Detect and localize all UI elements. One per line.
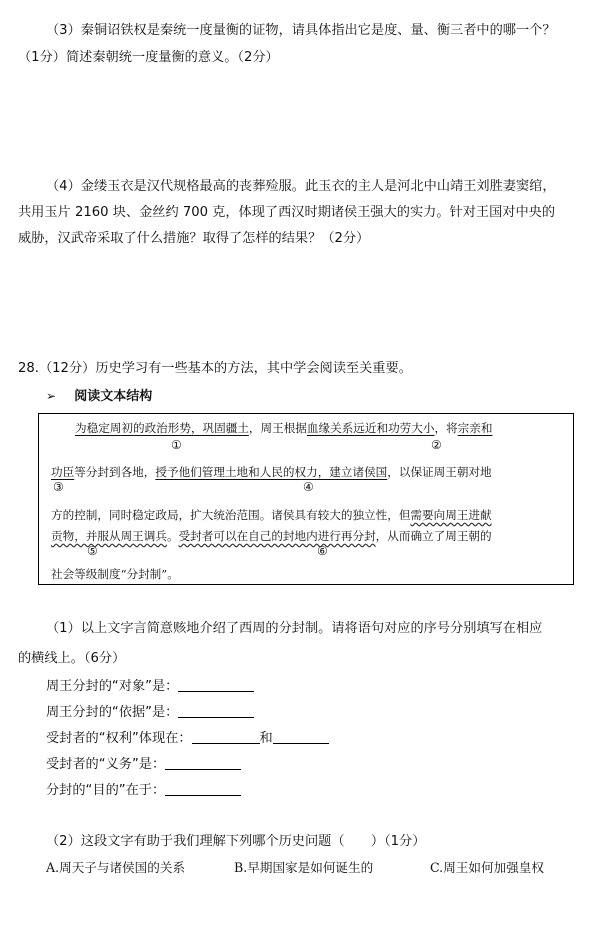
passage-line-2: 功臣等分封到各地，授予他们管理土地和人民的权力，建立诸侯国，以保证周王朝对地 — [51, 465, 492, 479]
marker-1: ① — [171, 438, 182, 452]
answer-blank-duty[interactable] — [165, 755, 241, 770]
fill-row-purpose: 分封的“目的”在于： — [46, 778, 241, 804]
answer-blank-rights-1[interactable] — [192, 729, 260, 744]
q28-intro: 28.（12分）历史学习有一些基本的方法，其中学会阅读至关重要。 — [18, 361, 412, 376]
marker-3: ③ — [53, 480, 64, 494]
q27-part4-line3: 威胁，汉武帝采取了什么措施？取得了怎样的结果？（2分） — [18, 231, 370, 246]
marker-6: ⑥ — [317, 544, 328, 558]
fill-row-basis: 周王分封的“依据”是： — [46, 700, 254, 726]
marker-5: ⑤ — [87, 544, 98, 558]
passage-phrase-5a: 需要向周王进献 — [410, 508, 492, 522]
answer-blank-basis[interactable] — [178, 703, 254, 718]
passage-phrase-3b: 功臣 — [51, 465, 75, 479]
passage-phrase-2: 血缘关系远近和功劳大小 — [306, 421, 435, 435]
answer-blank-purpose[interactable] — [165, 781, 241, 796]
passage-line-5: 社会等级制度“分封制”。 — [51, 567, 179, 581]
arrow-bullet-icon: ➢ — [46, 389, 57, 403]
answer-blank-rights-2[interactable] — [273, 729, 329, 744]
marker-4: ④ — [303, 480, 314, 494]
section-heading — [46, 385, 152, 404]
q27-part4-line2: 共用玉片 2160 块、金丝约 700 克，体现了西汉时期诸侯王强大的实力。针对王国对中央的 — [18, 205, 556, 220]
option-a[interactable]: A.周天子与诸侯国的关系 — [46, 860, 186, 875]
q28-part2: （2）这段文字有助于我们理解下列哪个历史问题（ ）（1分） — [46, 834, 426, 849]
option-c[interactable]: C.周王如何加强皇权 — [430, 860, 544, 875]
answer-blank-object[interactable] — [178, 677, 254, 692]
fill-row-rights: 受封者的“权利”体现在： 和 — [46, 726, 329, 752]
passage-line-3: 方的控制，同时稳定政局，扩大统治范围。诸侯具有较大的独立性，但需要向周王进献 — [51, 508, 492, 522]
q27-part3-line1: （3）秦铜诏铁权是秦统一度量衡的证物，请具体指出它是度、量、衡三者中的哪一个？ — [46, 23, 556, 38]
passage-phrase-1: 为稳定周初的政治形势，巩固疆土 — [75, 421, 249, 435]
passage-box — [38, 413, 574, 585]
section-title: 阅读文本结构 — [74, 389, 153, 404]
marker-2: ② — [431, 438, 442, 452]
fill-row-duty: 受封者的“义务”是： — [46, 752, 241, 778]
passage-phrase-4: 授予他们管理土地和人民的权力，建立诸侯国 — [155, 465, 388, 479]
q27-part3-line2: （1分）简述秦朝统一度量衡的意义。（2分） — [18, 50, 279, 65]
q28-part1-line2: 的横线上。（6分） — [18, 651, 126, 666]
passage-phrase-3a: 宗亲和 — [457, 421, 493, 435]
passage-line-4: 贡物，并服从周王调兵。受封者可以在自己的封地内进行再分封，从而确立了周王朝的 — [51, 529, 492, 543]
passage-phrase-5b: 贡物，并服从周王调兵 — [51, 529, 167, 543]
fill-row-object: 周王分封的“对象”是： — [46, 674, 254, 700]
q27-part4-line1: （4）金缕玉衣是汉代规格最高的丧葬殓服。此玉衣的主人是河北中山靖王刘胜妻窦绾， — [46, 179, 556, 194]
passage-line-1: 为稳定周初的政治形势，巩固疆土，周王根据血缘关系远近和功劳大小，将宗亲和 — [75, 421, 493, 435]
q28-part1-line1: （1）以上文字言简意赅地介绍了西周的分封制。请将语句对应的序号分别填写在相应 — [46, 621, 543, 636]
option-b[interactable]: B.早期国家是如何诞生的 — [234, 860, 374, 875]
passage-phrase-6: 受封者可以在自己的封地内进行再分封 — [178, 529, 376, 543]
